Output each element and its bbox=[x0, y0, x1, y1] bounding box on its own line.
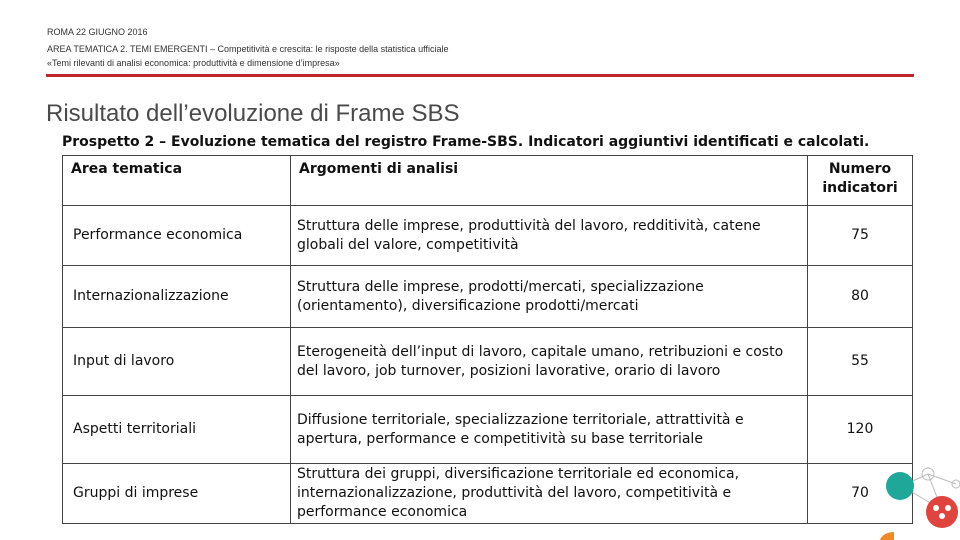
table-row bbox=[63, 206, 913, 266]
slide-title: Risultato dell’evoluzione di Frame SBS bbox=[46, 100, 460, 127]
header-topic: «Temi rilevanti di analisi economica: produttività e dimensione d’impresa» bbox=[47, 58, 340, 68]
cell-area: Input di lavoro bbox=[63, 328, 291, 396]
table-caption: Prospetto 2 – Evoluzione tematica del registro Frame-SBS. Indicatori aggiuntivi identificati e calcolati. bbox=[62, 134, 870, 150]
table-row bbox=[63, 396, 913, 464]
table-row bbox=[63, 328, 913, 396]
cell-area: Internazionalizzazione bbox=[63, 266, 291, 328]
col-header-numero bbox=[808, 156, 913, 206]
header-date: ROMA 22 GIUGNO 2016 bbox=[47, 27, 148, 37]
cell-numero: 75 bbox=[808, 206, 913, 266]
cell-area: Aspetti territoriali bbox=[63, 396, 291, 464]
col-header-argomenti: Argomenti di analisi bbox=[291, 156, 808, 206]
cell-argomenti: Struttura dei gruppi, diversificazione territoriale ed economica, internazionalizzazione, produttività del lavoro, competitività e performance economica bbox=[291, 464, 808, 524]
col-header-area: Area tematica bbox=[63, 156, 291, 206]
cell-numero: 80 bbox=[808, 266, 913, 328]
cell-argomenti: Diffusione territoriale, specializzazione territoriale, attrattività e apertura, performance e competitività su base territoriale bbox=[291, 396, 808, 464]
cell-argomenti: Struttura delle imprese, produttività del lavoro, redditività, catene globali del valore, competitività bbox=[291, 206, 808, 266]
header-divider bbox=[46, 74, 914, 77]
cell-numero: 70 bbox=[808, 464, 913, 524]
cell-argomenti: Struttura delle imprese, prodotti/mercati, specializzazione (orientamento), diversificazione prodotti/mercati bbox=[291, 266, 808, 328]
network-decoration-icon bbox=[880, 462, 960, 540]
header-area: AREA TEMATICA 2. TEMI EMERGENTI – Competitività e crescita: le risposte della statistica ufficiale bbox=[47, 44, 449, 54]
col-header-numero-line2: indicatori bbox=[822, 180, 898, 196]
table-header-row bbox=[63, 156, 913, 206]
cell-argomenti: Eterogeneità dell’input di lavoro, capitale umano, retribuzioni e costo del lavoro, job turnover, posizioni lavorative, orario di lavoro bbox=[291, 328, 808, 396]
cell-numero: 120 bbox=[808, 396, 913, 464]
table-row bbox=[63, 266, 913, 328]
cell-area: Gruppi di imprese bbox=[63, 464, 291, 524]
col-header-numero-line1: Numero bbox=[828, 161, 892, 177]
table-row bbox=[63, 464, 913, 524]
cell-area: Performance economica bbox=[63, 206, 291, 266]
prospetto-table bbox=[62, 155, 913, 524]
cell-numero: 55 bbox=[808, 328, 913, 396]
